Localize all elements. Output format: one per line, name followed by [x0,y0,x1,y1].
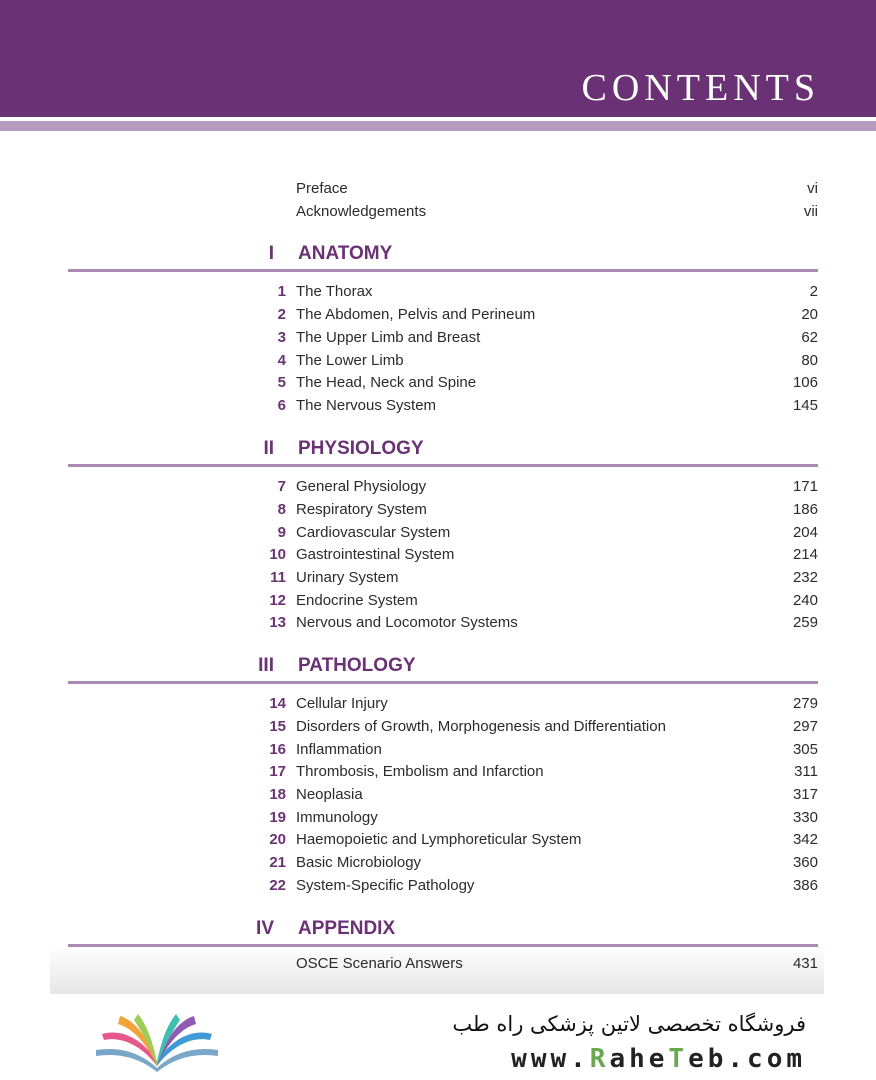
section-heading-pathology [0,653,876,683]
chapter-number: 5 [277,374,286,391]
chapter-title: Cardiovascular System [296,524,451,541]
section-rule [68,464,818,467]
toc-row-chapter-13[interactable] [0,612,876,634]
toc-row-chapter-3[interactable] [0,327,876,349]
chapter-page: 330 [792,809,818,826]
section-number: IV [256,918,274,939]
section-number: I [268,243,274,264]
section-rule [68,681,818,684]
page-title: CONTENTS [581,67,820,109]
chapter-title: Cellular Injury [296,695,388,712]
toc-row-chapter-12[interactable] [0,590,876,612]
chapter-number: 18 [269,786,286,803]
chapter-title: The Upper Limb and Breast [296,329,481,346]
chapter-page: 311 [794,763,818,780]
store-url-accent: R [589,1044,610,1074]
header-stripe [0,121,876,131]
chapter-page: 259 [792,614,818,631]
chapter-title: OSCE Scenario Answers [296,955,463,972]
toc-row-chapter-20[interactable] [0,829,876,851]
chapter-title: The Nervous System [296,397,437,414]
chapter-page: 106 [792,374,818,391]
toc-row-chapter-8[interactable] [0,499,876,521]
toc-row-chapter-1[interactable] [0,281,876,303]
chapter-page: 186 [792,501,818,518]
chapter-page: 305 [792,741,818,758]
toc-row-chapter-5[interactable] [0,372,876,394]
chapter-title: The Lower Limb [296,352,404,369]
store-url-prefix: www. [511,1044,590,1074]
section-name: ANATOMY [298,243,393,264]
chapter-title: Inflammation [296,741,382,758]
chapter-title: Nervous and Locomotor Systems [296,614,518,631]
store-url [511,1044,806,1074]
chapter-number: 3 [277,329,286,346]
chapter-number: 22 [269,877,286,894]
chapter-number: 14 [269,695,286,712]
chapter-page: 360 [792,854,818,871]
toc-row-chapter-17[interactable] [0,761,876,783]
chapter-title: System-Specific Pathology [296,877,475,894]
chapter-page: 297 [792,718,818,735]
chapter-page: 80 [801,352,818,369]
section-number: II [263,438,274,459]
chapter-page: 20 [801,306,818,323]
toc-row-chapter-22[interactable] [0,875,876,897]
chapter-page: 386 [792,877,818,894]
store-url-accent2: T [668,1044,689,1074]
section-name: APPENDIX [298,918,396,939]
toc-entry-page: vii [803,203,818,220]
chapter-title: General Physiology [296,478,427,495]
chapter-number: 9 [277,524,286,541]
toc-row-chapter-16[interactable] [0,739,876,761]
chapter-title: Thrombosis, Embolism and Infarction [296,763,544,780]
chapter-title: Gastrointestinal System [296,546,455,563]
chapter-page: 214 [792,546,818,563]
toc-row-chapter-2[interactable] [0,304,876,326]
chapter-number: 10 [269,546,286,563]
section-name: PATHOLOGY [298,655,416,676]
section-number: III [258,655,274,676]
toc-row-chapter-18[interactable] [0,784,876,806]
chapter-page: 204 [792,524,818,541]
chapter-title: Neoplasia [296,786,363,803]
chapter-number: 20 [269,831,286,848]
toc-row-preface[interactable] [0,178,876,200]
store-name: فروشگاه تخصصی لاتین پزشکی راه طب [452,1012,806,1036]
toc-row-chapter-21[interactable] [0,852,876,874]
toc-row-chapter-10[interactable] [0,544,876,566]
chapter-page: 431 [792,955,818,972]
section-heading-anatomy [0,241,876,271]
chapter-title: The Abdomen, Pelvis and Perineum [296,306,536,323]
chapter-page: 240 [792,592,818,609]
chapter-title: The Head, Neck and Spine [296,374,477,391]
chapter-page: 171 [792,478,818,495]
chapter-page: 232 [792,569,818,586]
chapter-title: Immunology [296,809,378,826]
chapter-title: Disorders of Growth, Morphogenesis and Differentiation [296,718,666,735]
toc-entry-title: Acknowledgements [296,203,427,220]
chapter-number: 1 [277,283,286,300]
toc-row-acknowledgements[interactable] [0,201,876,223]
chapter-page: 2 [809,283,818,300]
chapter-number: 21 [269,854,286,871]
chapter-number: 17 [269,763,286,780]
toc-entry-page: vi [807,180,818,197]
toc-row-chapter-14[interactable] [0,693,876,715]
chapter-title: Endocrine System [296,592,418,609]
toc-row-appendix-osce[interactable] [0,953,876,975]
toc-entry-title: Preface [296,180,348,197]
section-rule [68,944,818,947]
chapter-number: 13 [269,614,286,631]
toc-row-chapter-9[interactable] [0,522,876,544]
chapter-number: 6 [277,397,286,414]
chapter-page: 145 [792,397,818,414]
section-rule [68,269,818,272]
toc-row-chapter-11[interactable] [0,567,876,589]
chapter-page: 62 [801,329,818,346]
chapter-number: 2 [277,306,286,323]
chapter-number: 7 [277,478,286,495]
toc-row-chapter-7[interactable] [0,476,876,498]
toc-row-chapter-19[interactable] [0,807,876,829]
chapter-number: 4 [277,352,286,369]
toc-row-chapter-15[interactable] [0,716,876,738]
toc-row-chapter-4[interactable] [0,350,876,372]
chapter-number: 16 [269,741,286,758]
chapter-page: 342 [792,831,818,848]
toc-row-chapter-6[interactable] [0,395,876,417]
book-logo-icon [92,1010,222,1072]
chapter-number: 12 [269,592,286,609]
section-heading-physiology [0,436,876,466]
section-heading-appendix [0,916,876,946]
section-name: PHYSIOLOGY [298,438,424,459]
store-url-suffix: eb.com [688,1044,806,1074]
chapter-title: Respiratory System [296,501,427,518]
header-band [0,0,876,117]
store-url-middle: ahe [609,1044,669,1074]
chapter-title: Haemopoietic and Lymphoreticular System [296,831,582,848]
chapter-title: The Thorax [296,283,373,300]
chapter-title: Basic Microbiology [296,854,422,871]
chapter-number: 11 [270,569,286,586]
chapter-number: 8 [277,501,286,518]
chapter-page: 279 [792,695,818,712]
chapter-page: 317 [792,786,818,803]
chapter-number: 19 [269,809,286,826]
chapter-number: 15 [269,718,286,735]
chapter-title: Urinary System [296,569,399,586]
